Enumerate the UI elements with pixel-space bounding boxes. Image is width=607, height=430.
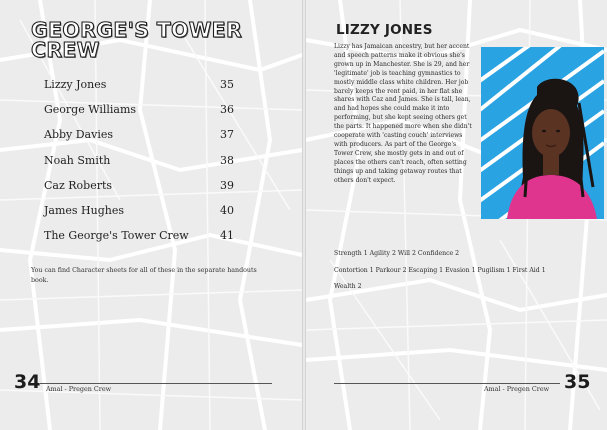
- toc-item-name: George Williams: [44, 103, 137, 117]
- toc-item[interactable]: [44, 198, 234, 223]
- toc-item-page: 40: [220, 203, 234, 217]
- table-of-contents: [44, 72, 234, 248]
- left-page: [0, 0, 302, 430]
- wealth-line: Wealth 2: [334, 283, 362, 290]
- skills-line: Contortion 1 Parkour 2 Escaping 1 Evasion 1 Pugilism 1 First Aid 1: [334, 267, 546, 274]
- toc-item[interactable]: [44, 97, 234, 122]
- footer-text: Amal - Pregen Crew: [46, 385, 112, 393]
- toc-item-page: 39: [220, 178, 234, 192]
- footer-text: Amal - Pregen Crew: [484, 385, 550, 393]
- toc-item-name: Lizzy Jones: [44, 78, 107, 91]
- toc-item-page: 41: [220, 229, 234, 243]
- toc-item[interactable]: [44, 148, 234, 173]
- page-number: 35: [564, 371, 591, 393]
- attributes-line: Strength 1 Agility 2 Will 2 Confidence 2: [334, 250, 460, 257]
- toc-item[interactable]: [44, 72, 234, 97]
- toc-item-name: Caz Roberts: [44, 178, 113, 192]
- character-bio-text: Lizzy has Jamaican ancestry, but her accent and speech patterns make it obvious she's grown up in Manchester. She is 29, and her 'legitimate' job is teaching gymnastics to mostly middle class white children. Her job barely keeps the rent paid, in her flat she shares with Caz and James. She is tall, lean, and had hopes she could make it into performing, but she kept seeing others get the parts. It happened more when she didn't cooperate with 'casting couch' interviews with producers. As part of the George's Tower Crew, she mostly gets in and out of places the others can't reach, often setting things up and taking getaway routes that others don't expect.: [334, 43, 472, 184]
- toc-item-name: James Hughes: [44, 203, 125, 217]
- toc-item[interactable]: [44, 173, 234, 198]
- character-name: LIZZY JONES: [336, 22, 433, 38]
- toc-item-page: 37: [220, 128, 234, 142]
- page-title: GEORGE'S TOWER CREW: [31, 18, 243, 62]
- woman-portrait-icon: [481, 47, 604, 219]
- toc-item-page: 38: [220, 153, 234, 167]
- footer-rule: [334, 383, 560, 384]
- toc-item[interactable]: [44, 223, 234, 248]
- character-bio: [334, 43, 604, 221]
- toc-item-page: 36: [220, 103, 234, 117]
- toc-item-name: Abby Davies: [44, 128, 114, 142]
- right-page: [306, 0, 607, 430]
- toc-item[interactable]: [44, 122, 234, 147]
- handout-note: You can find Character sheets for all of these in the separate handouts book.: [31, 267, 257, 284]
- toc-item-name: The George's Tower Crew: [44, 229, 189, 243]
- footer-rule: [40, 383, 272, 384]
- toc-item-page: 35: [220, 78, 234, 91]
- toc-item-name: Noah Smith: [44, 153, 111, 167]
- page-number: 34: [14, 371, 41, 393]
